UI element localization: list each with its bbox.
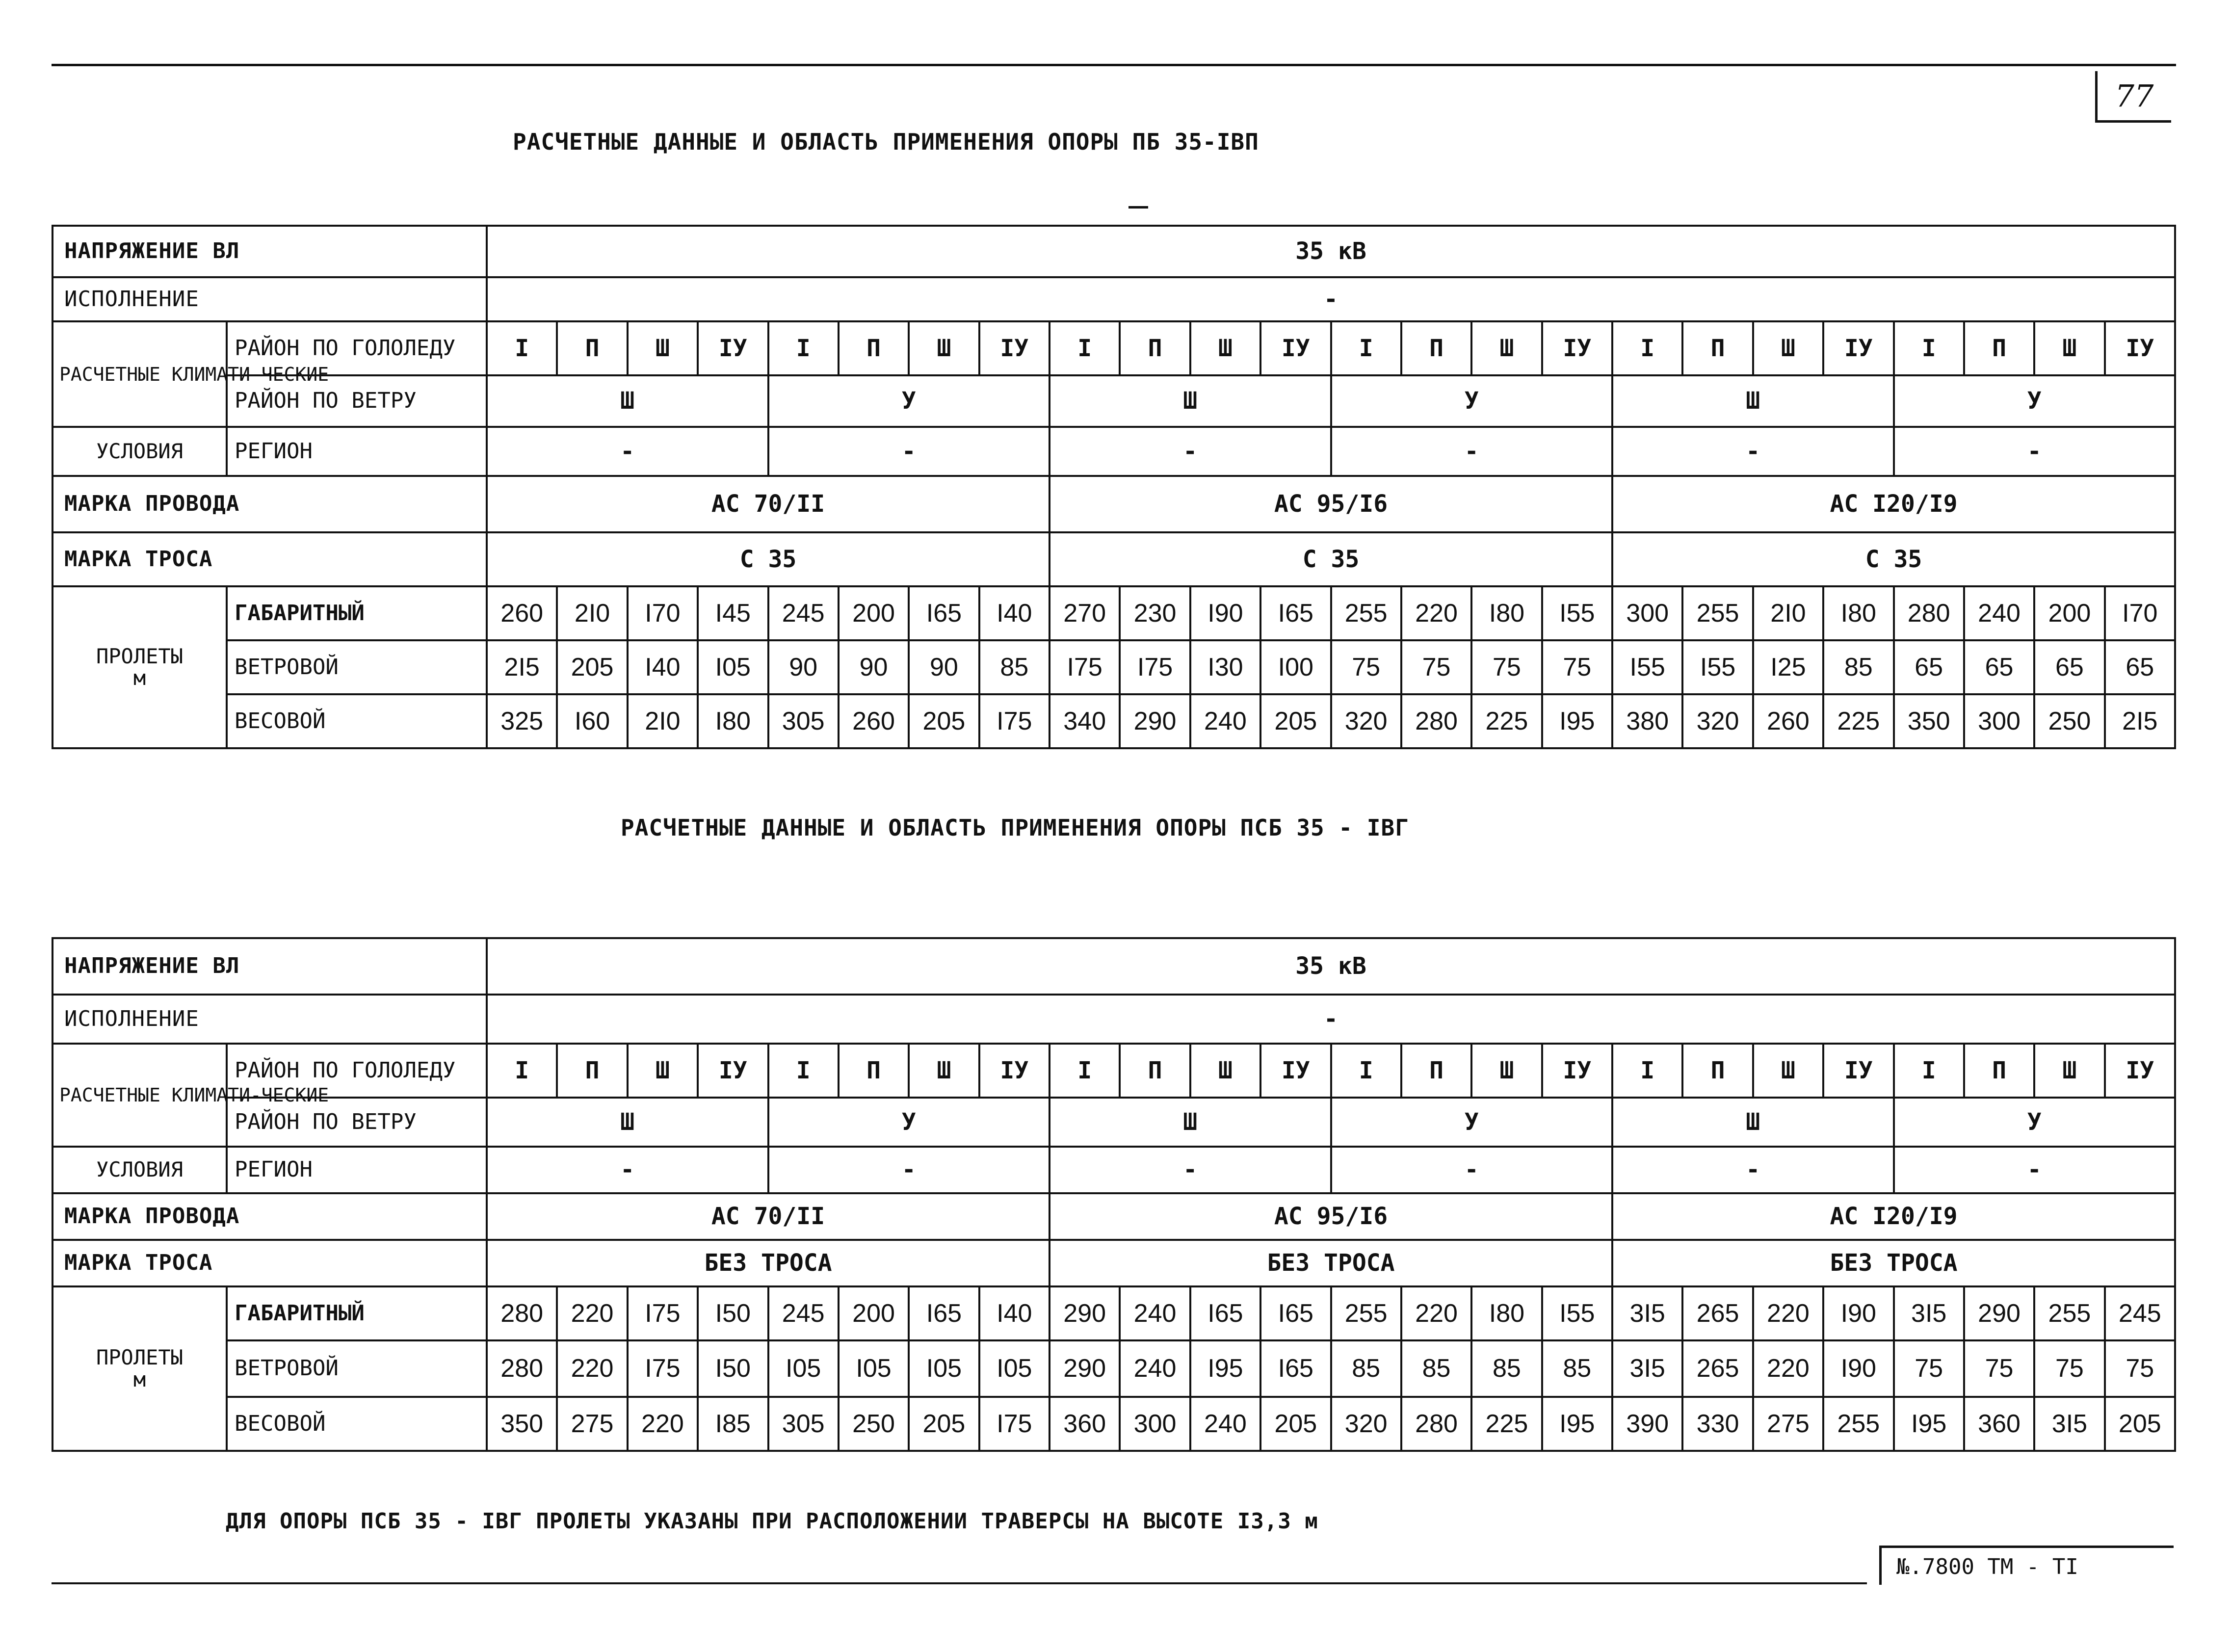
table1.cables-cell: С 35 bbox=[487, 532, 1050, 586]
table1.overall-cell: I55 bbox=[1542, 586, 1612, 640]
table2.weight-cell: 205 bbox=[2105, 1397, 2175, 1451]
table1.weight-cell: I75 bbox=[979, 694, 1050, 748]
ice-region-cell: Ш bbox=[1190, 1044, 1260, 1098]
table1 bbox=[52, 225, 2176, 749]
ice-region-cell: IУ bbox=[698, 1044, 768, 1098]
table2.weight-cell: 330 bbox=[1682, 1397, 1753, 1451]
ice-region-cell: IУ bbox=[1542, 1044, 1612, 1098]
table2.weight-cell: 390 bbox=[1612, 1397, 1682, 1451]
table1.wind-cell: I00 bbox=[1260, 640, 1331, 694]
table1.wind-cell: 2I5 bbox=[487, 640, 557, 694]
table2.wind_regions-cell: У bbox=[1331, 1098, 1613, 1147]
table1.wind-cell: I75 bbox=[1120, 640, 1190, 694]
ice-region-cell: Ш bbox=[2034, 321, 2104, 375]
ice-region-cell: IУ bbox=[979, 1044, 1050, 1098]
ice-region-cell: IУ bbox=[1823, 1044, 1893, 1098]
table2.overall-cell: I65 bbox=[1260, 1286, 1331, 1340]
table1.weight-cell: 300 bbox=[1964, 694, 2034, 748]
wire-label: МАРКА ПРОВОДА bbox=[52, 476, 487, 532]
table1.wind-cell: 75 bbox=[1331, 640, 1401, 694]
ice-region-cell: IУ bbox=[979, 321, 1050, 375]
table1.overall-cell: 240 bbox=[1964, 586, 2034, 640]
table1.wind-cell: 85 bbox=[979, 640, 1050, 694]
table2.region-cell: - bbox=[1612, 1147, 1894, 1193]
table2.weight-cell: 3I5 bbox=[2034, 1397, 2104, 1451]
table1.wind-cell: 205 bbox=[557, 640, 627, 694]
table2.wires-cell: АС 70/II bbox=[487, 1193, 1050, 1240]
table1.overall-cell: I90 bbox=[1190, 586, 1260, 640]
table2.wind-cell: 85 bbox=[1331, 1340, 1401, 1397]
table1.wind_regions-cell: У bbox=[1894, 375, 2176, 427]
table1.overall-cell: 270 bbox=[1050, 586, 1120, 640]
ice-region-cell: I bbox=[1050, 321, 1120, 375]
table1.overall-cell: I40 bbox=[979, 586, 1050, 640]
conditions-label: УСЛОВИЯ bbox=[52, 1147, 227, 1193]
table2.overall-cell: I40 bbox=[979, 1286, 1050, 1340]
table1.region-cell: - bbox=[1612, 427, 1894, 476]
ice-region-cell: IУ bbox=[2105, 321, 2175, 375]
table1.weight-cell: 205 bbox=[909, 694, 979, 748]
table2.wind-cell: I05 bbox=[768, 1340, 839, 1397]
table1.overall-cell: I70 bbox=[628, 586, 698, 640]
table2.wind-cell: 75 bbox=[2034, 1340, 2104, 1397]
table1.wind-cell: 75 bbox=[1471, 640, 1542, 694]
table2.weight-cell: 320 bbox=[1331, 1397, 1401, 1451]
spans-label-text: ПРОЛЕТЫ bbox=[96, 644, 183, 668]
table1.weight-cell: 280 bbox=[1401, 694, 1471, 748]
ice-region-cell: П bbox=[839, 1044, 909, 1098]
overall-label: ГАБАРИТНЫЙ bbox=[227, 586, 487, 640]
ice-region-cell: П bbox=[1401, 321, 1471, 375]
table1.weight-cell: 225 bbox=[1471, 694, 1542, 748]
table1.wind-cell: 90 bbox=[839, 640, 909, 694]
table2-title: РАСЧЕТНЫЕ ДАННЫЕ И ОБЛАСТЬ ПРИМЕНЕНИЯ ОПОРЫ ПСБ 35 - IВГ bbox=[621, 814, 1409, 841]
cable-row bbox=[52, 1240, 2175, 1286]
table2.overall-cell: 240 bbox=[1120, 1286, 1190, 1340]
ice-region-cell: Ш bbox=[909, 321, 979, 375]
table1.wind-cell: 75 bbox=[1542, 640, 1612, 694]
table2.wind-cell: 265 bbox=[1682, 1340, 1753, 1397]
table1.wind_regions-cell: У bbox=[768, 375, 1050, 427]
table2.overall-cell: 255 bbox=[2034, 1286, 2104, 1340]
bottom-border-line bbox=[52, 1582, 1867, 1584]
ice-region-cell: IУ bbox=[1260, 321, 1331, 375]
table1.weight-cell: 205 bbox=[1260, 694, 1331, 748]
table2.wind_regions-cell: Ш bbox=[1612, 1098, 1894, 1147]
table2.weight-cell: 305 bbox=[768, 1397, 839, 1451]
table1.wind-cell: 65 bbox=[1894, 640, 1964, 694]
table2.overall-cell: 265 bbox=[1682, 1286, 1753, 1340]
table1.region-cell: - bbox=[1331, 427, 1613, 476]
table2.overall-cell: I80 bbox=[1471, 1286, 1542, 1340]
table1.overall-cell: I65 bbox=[909, 586, 979, 640]
table1.overall-cell: I80 bbox=[1823, 586, 1893, 640]
table2.weight-cell: 225 bbox=[1471, 1397, 1542, 1451]
table1.wind-cell: 90 bbox=[768, 640, 839, 694]
ice-region-cell: П bbox=[1964, 321, 2034, 375]
table1.region-cell: - bbox=[1894, 427, 2176, 476]
table1.wind_regions-cell: У bbox=[1331, 375, 1613, 427]
wind-label: РАЙОН ПО ВЕТРУ bbox=[227, 375, 487, 427]
ice-region-cell: I bbox=[768, 321, 839, 375]
cable-row bbox=[52, 532, 2175, 586]
ice-region-cell: Ш bbox=[1753, 321, 1823, 375]
table2.wind-cell: 75 bbox=[2105, 1340, 2175, 1397]
table2.weight-cell: 275 bbox=[557, 1397, 627, 1451]
table1.weight-cell: 320 bbox=[1331, 694, 1401, 748]
ice-region-cell: I bbox=[1612, 321, 1682, 375]
table2.cables-cell: БЕЗ ТРОСА bbox=[1050, 1240, 1612, 1286]
spans-unit: м bbox=[133, 666, 146, 690]
ice-region-cell: IУ bbox=[698, 321, 768, 375]
table1.wind-cell: I05 bbox=[698, 640, 768, 694]
wind-row bbox=[52, 375, 2175, 427]
spans-label bbox=[52, 586, 227, 748]
table2.wind-cell: 3I5 bbox=[1612, 1340, 1682, 1397]
ice-region-cell: П bbox=[839, 321, 909, 375]
table2.wind-cell: 220 bbox=[557, 1340, 627, 1397]
table2.overall-cell: I75 bbox=[628, 1286, 698, 1340]
table1.wind-cell: 75 bbox=[1401, 640, 1471, 694]
ice-region-cell: П bbox=[1120, 321, 1190, 375]
spans-unit: м bbox=[133, 1367, 146, 1391]
table1.wind-cell: 65 bbox=[2034, 640, 2104, 694]
ice-region-cell: IУ bbox=[1542, 321, 1612, 375]
cable-label: МАРКА ТРОСА bbox=[52, 1240, 487, 1286]
table2.wind-cell: 280 bbox=[487, 1340, 557, 1397]
ice-region-cell: I bbox=[768, 1044, 839, 1098]
wind-row bbox=[52, 1098, 2175, 1147]
table1.cables-cell: С 35 bbox=[1612, 532, 2175, 586]
table2.overall-cell: 200 bbox=[839, 1286, 909, 1340]
spans-label bbox=[52, 1286, 227, 1451]
table2.wind-cell: I75 bbox=[628, 1340, 698, 1397]
table1.weight-cell: 380 bbox=[1612, 694, 1682, 748]
table2.wind-cell: I50 bbox=[698, 1340, 768, 1397]
table1.weight-cell: 250 bbox=[2034, 694, 2104, 748]
ice-region-cell: П bbox=[1120, 1044, 1190, 1098]
execution-value: - bbox=[487, 277, 2175, 321]
region-label: РЕГИОН bbox=[227, 427, 487, 476]
ice-region-cell: I bbox=[1894, 321, 1964, 375]
ice-region-cell: Ш bbox=[909, 1044, 979, 1098]
table1.weight-cell: 305 bbox=[768, 694, 839, 748]
conditions-label: УСЛОВИЯ bbox=[52, 427, 227, 476]
table1.overall-cell: 2I0 bbox=[557, 586, 627, 640]
ice-region-cell: I bbox=[487, 1044, 557, 1098]
table2.region-cell: - bbox=[768, 1147, 1050, 1193]
table1.region-cell: - bbox=[1050, 427, 1331, 476]
region-row bbox=[52, 1147, 2175, 1193]
table2.overall-cell: 220 bbox=[557, 1286, 627, 1340]
table2.wind_regions-cell: У bbox=[1894, 1098, 2176, 1147]
table1.wires-cell: АС 70/II bbox=[487, 476, 1050, 532]
table2.overall-cell: 245 bbox=[2105, 1286, 2175, 1340]
ice-region-cell: I bbox=[1894, 1044, 1964, 1098]
table2.weight-cell: 300 bbox=[1120, 1397, 1190, 1451]
overall-label: ГАБАРИТНЫЙ bbox=[227, 1286, 487, 1340]
table1.overall-cell: 260 bbox=[487, 586, 557, 640]
table1.weight-cell: I95 bbox=[1542, 694, 1612, 748]
table2.weight-cell: 250 bbox=[839, 1397, 909, 1451]
table2.wind-cell: I90 bbox=[1823, 1340, 1893, 1397]
table2.wind-cell: 240 bbox=[1120, 1340, 1190, 1397]
weight-row bbox=[52, 694, 2175, 748]
table2.wind-cell: I05 bbox=[839, 1340, 909, 1397]
table1.region-cell: - bbox=[487, 427, 768, 476]
table1.wind-cell: I75 bbox=[1050, 640, 1120, 694]
wire-label: МАРКА ПРОВОДА bbox=[52, 1193, 487, 1240]
table2.overall-cell: I55 bbox=[1542, 1286, 1612, 1340]
table1.overall-cell: 230 bbox=[1120, 586, 1190, 640]
table2 bbox=[52, 937, 2176, 1452]
table2.weight-cell: 275 bbox=[1753, 1397, 1823, 1451]
execution-value: - bbox=[487, 995, 2175, 1044]
table1.overall-cell: I45 bbox=[698, 586, 768, 640]
table2.wind-cell: 75 bbox=[1964, 1340, 2034, 1397]
table1.wind-cell: I55 bbox=[1682, 640, 1753, 694]
page-number: 77 bbox=[2095, 71, 2171, 123]
region-row bbox=[52, 427, 2175, 476]
ice-region-cell: П bbox=[1401, 1044, 1471, 1098]
table2.overall-cell: I65 bbox=[1190, 1286, 1260, 1340]
table2.wind-cell: I05 bbox=[909, 1340, 979, 1397]
table2.weight-cell: 280 bbox=[1401, 1397, 1471, 1451]
voltage-value: 35 кВ bbox=[487, 938, 2175, 995]
ice-region-cell: Ш bbox=[628, 1044, 698, 1098]
ice-region-cell: П bbox=[557, 321, 627, 375]
table1.wind_regions-cell: Ш bbox=[1050, 375, 1331, 427]
climate-label: РАСЧЕТНЫЕ КЛИМАТИ-ЧЕСКИЕ bbox=[52, 1044, 227, 1147]
table2.weight-cell: 350 bbox=[487, 1397, 557, 1451]
table1.weight-cell: 260 bbox=[1753, 694, 1823, 748]
weight-row bbox=[52, 1397, 2175, 1451]
table2.weight-cell: 205 bbox=[1260, 1397, 1331, 1451]
table1.weight-cell: I60 bbox=[557, 694, 627, 748]
table2.wires-cell: АС I20/I9 bbox=[1612, 1193, 2175, 1240]
table2.overall-cell: 220 bbox=[1401, 1286, 1471, 1340]
table1.weight-cell: 290 bbox=[1120, 694, 1190, 748]
table1.wind-cell: 65 bbox=[2105, 640, 2175, 694]
table2.weight-cell: I85 bbox=[698, 1397, 768, 1451]
ice-region-cell: Ш bbox=[2034, 1044, 2104, 1098]
ice-region-cell: Ш bbox=[1190, 321, 1260, 375]
table2.overall-cell: 255 bbox=[1331, 1286, 1401, 1340]
execution-label: ИСПОЛНЕНИЕ bbox=[52, 995, 487, 1044]
table2.wind_regions-cell: Ш bbox=[487, 1098, 768, 1147]
table2.wind-cell: I95 bbox=[1190, 1340, 1260, 1397]
table2.cables-cell: БЕЗ ТРОСА bbox=[1612, 1240, 2175, 1286]
wind-label: РАЙОН ПО ВЕТРУ bbox=[227, 1098, 487, 1147]
table2.overall-cell: 3I5 bbox=[1894, 1286, 1964, 1340]
ice-region-cell: I bbox=[1050, 1044, 1120, 1098]
table1.region-cell: - bbox=[768, 427, 1050, 476]
separator-dash bbox=[1129, 206, 1148, 209]
table2.overall-cell: I65 bbox=[909, 1286, 979, 1340]
ice-region-cell: Ш bbox=[628, 321, 698, 375]
top-border-line bbox=[52, 64, 2176, 66]
ice-region-cell: IУ bbox=[2105, 1044, 2175, 1098]
table1.wind_regions-cell: Ш bbox=[1612, 375, 1894, 427]
table1.weight-cell: 325 bbox=[487, 694, 557, 748]
table2.weight-cell: 220 bbox=[628, 1397, 698, 1451]
overall-row bbox=[52, 1286, 2175, 1340]
table1.overall-cell: I70 bbox=[2105, 586, 2175, 640]
table2.overall-cell: 290 bbox=[1964, 1286, 2034, 1340]
table1.wind_regions-cell: Ш bbox=[487, 375, 768, 427]
table1.wind-cell: 90 bbox=[909, 640, 979, 694]
table2.wires-cell: АС 95/I6 bbox=[1050, 1193, 1612, 1240]
table1.weight-cell: 225 bbox=[1823, 694, 1893, 748]
table1.overall-cell: 245 bbox=[768, 586, 839, 640]
cable-label: МАРКА ТРОСА bbox=[52, 532, 487, 586]
table2.weight-cell: I95 bbox=[1894, 1397, 1964, 1451]
table2.region-cell: - bbox=[1331, 1147, 1613, 1193]
table2.region-cell: - bbox=[1894, 1147, 2176, 1193]
ice-region-cell: П bbox=[557, 1044, 627, 1098]
table1.wires-cell: АС I20/I9 bbox=[1612, 476, 2175, 532]
ice-region-cell: I bbox=[1612, 1044, 1682, 1098]
ice-label: РАЙОН ПО ГОЛОЛЕДУ bbox=[227, 321, 487, 375]
table2.weight-cell: 205 bbox=[909, 1397, 979, 1451]
table1.wind-cell: 65 bbox=[1964, 640, 2034, 694]
table2.wind-cell: 75 bbox=[1894, 1340, 1964, 1397]
voltage-value: 35 кВ bbox=[487, 226, 2175, 277]
table1.weight-cell: 350 bbox=[1894, 694, 1964, 748]
ice-row bbox=[52, 1044, 2175, 1098]
table2.wind-cell: I05 bbox=[979, 1340, 1050, 1397]
table2.overall-cell: 290 bbox=[1050, 1286, 1120, 1340]
table2.wind-cell: 290 bbox=[1050, 1340, 1120, 1397]
table1.weight-cell: 240 bbox=[1190, 694, 1260, 748]
table1.wind-cell: I40 bbox=[628, 640, 698, 694]
spans-label-text: ПРОЛЕТЫ bbox=[96, 1345, 183, 1370]
table2.wind_regions-cell: У bbox=[768, 1098, 1050, 1147]
table1.weight-cell: 260 bbox=[839, 694, 909, 748]
table1.overall-cell: 280 bbox=[1894, 586, 1964, 640]
ice-region-cell: Ш bbox=[1471, 1044, 1542, 1098]
table1.wind-cell: 85 bbox=[1823, 640, 1893, 694]
table1.cables-cell: С 35 bbox=[1050, 532, 1612, 586]
ice-row bbox=[52, 321, 2175, 375]
table2.weight-cell: 240 bbox=[1190, 1397, 1260, 1451]
table1.wind-cell: I25 bbox=[1753, 640, 1823, 694]
execution-label: ИСПОЛНЕНИЕ bbox=[52, 277, 487, 321]
table1.weight-cell: 2I5 bbox=[2105, 694, 2175, 748]
table2.wind-cell: 85 bbox=[1471, 1340, 1542, 1397]
table2.overall-cell: 220 bbox=[1753, 1286, 1823, 1340]
table1.wires-cell: АС 95/I6 bbox=[1050, 476, 1612, 532]
table2.overall-cell: 245 bbox=[768, 1286, 839, 1340]
table1.weight-cell: I80 bbox=[698, 694, 768, 748]
table2.weight-cell: I95 bbox=[1542, 1397, 1612, 1451]
wire-row bbox=[52, 476, 2175, 532]
voltage-label: НАПРЯЖЕНИЕ ВЛ bbox=[52, 226, 487, 277]
ice-label: РАЙОН ПО ГОЛОЛЕДУ bbox=[227, 1044, 487, 1098]
table2.weight-cell: 255 bbox=[1823, 1397, 1893, 1451]
table1.overall-cell: 300 bbox=[1612, 586, 1682, 640]
table2.wind-cell: I65 bbox=[1260, 1340, 1331, 1397]
table1-title: РАСЧЕТНЫЕ ДАННЫЕ И ОБЛАСТЬ ПРИМЕНЕНИЯ ОПОРЫ ПБ 35-IВП bbox=[513, 129, 1259, 155]
table2.region-cell: - bbox=[487, 1147, 768, 1193]
ice-region-cell: IУ bbox=[1260, 1044, 1331, 1098]
table2.cables-cell: БЕЗ ТРОСА bbox=[487, 1240, 1050, 1286]
footnote: ДЛЯ ОПОРЫ ПСБ 35 - IВГ ПРОЛЕТЫ УКАЗАНЫ ПРИ РАСПОЛОЖЕНИИ ТРАВЕРСЫ НА ВЫСОТЕ I3,3 м bbox=[226, 1509, 1318, 1534]
table2.weight-cell: I75 bbox=[979, 1397, 1050, 1451]
ice-region-cell: Ш bbox=[1753, 1044, 1823, 1098]
voltage-label: НАПРЯЖЕНИЕ ВЛ bbox=[52, 938, 487, 995]
table1.wind-cell: I55 bbox=[1612, 640, 1682, 694]
table2.weight-cell: 360 bbox=[1050, 1397, 1120, 1451]
windspan-row bbox=[52, 1340, 2175, 1397]
table2.overall-cell: I50 bbox=[698, 1286, 768, 1340]
table2.region-cell: - bbox=[1050, 1147, 1331, 1193]
table1.overall-cell: I80 bbox=[1471, 586, 1542, 640]
ice-region-cell: IУ bbox=[1823, 321, 1893, 375]
table2.wind-cell: 85 bbox=[1542, 1340, 1612, 1397]
ice-region-cell: I bbox=[1331, 321, 1401, 375]
ice-region-cell: П bbox=[1682, 321, 1753, 375]
table1.overall-cell: 200 bbox=[2034, 586, 2104, 640]
ice-region-cell: Ш bbox=[1471, 321, 1542, 375]
weight-label: ВЕСОВОЙ bbox=[227, 1397, 487, 1451]
table2.wind_regions-cell: Ш bbox=[1050, 1098, 1331, 1147]
table1.weight-cell: 320 bbox=[1682, 694, 1753, 748]
table2.wind-cell: 85 bbox=[1401, 1340, 1471, 1397]
ice-region-cell: П bbox=[1682, 1044, 1753, 1098]
table1.overall-cell: 200 bbox=[839, 586, 909, 640]
table1.overall-cell: 220 bbox=[1401, 586, 1471, 640]
ice-region-cell: I bbox=[1331, 1044, 1401, 1098]
table2.weight-cell: 360 bbox=[1964, 1397, 2034, 1451]
table1.weight-cell: 2I0 bbox=[628, 694, 698, 748]
table1.overall-cell: 255 bbox=[1331, 586, 1401, 640]
weight-label: ВЕСОВОЙ bbox=[227, 694, 487, 748]
table2.overall-cell: I90 bbox=[1823, 1286, 1893, 1340]
windspan-label: ВЕТРОВОЙ bbox=[227, 640, 487, 694]
table1.weight-cell: 340 bbox=[1050, 694, 1120, 748]
climate-label: РАСЧЕТНЫЕ КЛИМАТИ-ЧЕСКИЕ bbox=[52, 321, 227, 427]
windspan-label: ВЕТРОВОЙ bbox=[227, 1340, 487, 1397]
windspan-row bbox=[52, 640, 2175, 694]
table2.overall-cell: 280 bbox=[487, 1286, 557, 1340]
table2.wind-cell: 220 bbox=[1753, 1340, 1823, 1397]
region-label: РЕГИОН bbox=[227, 1147, 487, 1193]
overall-row bbox=[52, 586, 2175, 640]
table1.wind-cell: I30 bbox=[1190, 640, 1260, 694]
table1.overall-cell: 255 bbox=[1682, 586, 1753, 640]
table1.overall-cell: 2I0 bbox=[1753, 586, 1823, 640]
ice-region-cell: I bbox=[487, 321, 557, 375]
ice-region-cell: П bbox=[1964, 1044, 2034, 1098]
table2.overall-cell: 3I5 bbox=[1612, 1286, 1682, 1340]
wire-row bbox=[52, 1193, 2175, 1240]
table1.overall-cell: I65 bbox=[1260, 586, 1331, 640]
document-stamp: №.7800 ТМ - TI bbox=[1879, 1546, 2174, 1585]
